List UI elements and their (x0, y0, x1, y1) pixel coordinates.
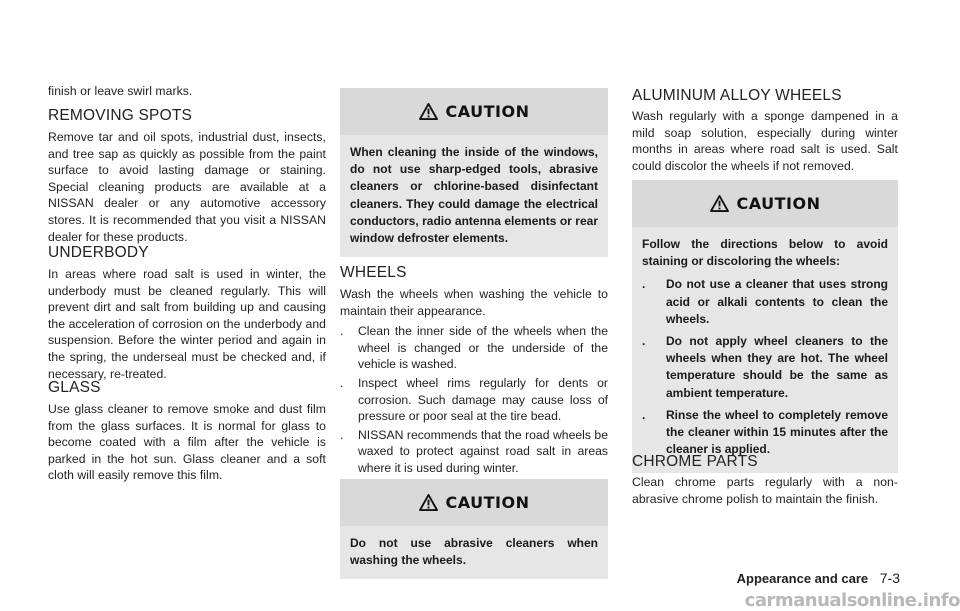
removing-spots-heading: REMOVING SPOTS (48, 107, 193, 124)
warning-triangle-icon (710, 195, 729, 212)
caution-bullet-list (642, 276, 888, 458)
chrome-parts-text: Clean chrome parts regularly with a non-abrasive chrome polish to maintain the finish. (632, 475, 898, 506)
caution-box-abrasive (340, 479, 608, 579)
watermark: carmanualsonline.info (598, 590, 960, 611)
caution-text: Do not use abrasive cleaners when washing the wheels. (340, 526, 608, 579)
wheels-heading: WHEELS (340, 264, 407, 281)
list-item: . Inspect wheel rims regularly for dents or corrosion. Such damage may cause loss of pressure or poor seal at the tire bead. (340, 375, 608, 424)
caution-title: CAUTION (445, 102, 530, 121)
aluminum-wheels-text: Wash regularly with a sponge dampened in a mild soap solution, especially during winter months in areas where road salt is used. Salt could discolor the wheels if not removed. (632, 109, 898, 173)
removing-spots-text: Remove tar and oil spots, industrial dust, insects, and tree sap as quickly as possible from the paint surface to avoid lasting damage or staining. Special cleaning products are available at a NISSAN dealer or any automotive accessory stores. It is recommended that you visit a NISSAN dealer for these products. (48, 130, 326, 244)
intro-tail-text: finish or leave swirl marks. (48, 84, 193, 98)
caution-body (632, 227, 898, 473)
list-item: . Rinse the wheel to completely remove the cleaner within 15 minutes after the cleaner is applied. (642, 407, 888, 457)
footer-section-title: Appearance and care (736, 571, 869, 586)
warning-triangle-icon (419, 103, 438, 120)
caution-intro: Follow the directions below to avoid staining or discoloring the wheels: (642, 237, 888, 269)
glass-heading: GLASS (48, 379, 101, 396)
underbody-text: In areas where road salt is used in winter, the underbody must be cleaned regularly. This will prevent dirt and salt from building up and causing the acceleration of corrosion on the underbody and suspension. Before the winter period and again in the spring, the underseal must be checked and, if necessary, re-treated. (48, 267, 326, 381)
caution-header (340, 479, 608, 526)
glass-text: Use glass cleaner to remove smoke and dust film from the glass surfaces. It is normal for glass to become coated with a film after the vehicle is parked in the hot sun. Glass cleaner and a soft cloth will easily remove this film. (48, 402, 326, 483)
page-number: 7-3 (879, 570, 900, 586)
page-footer (700, 570, 900, 586)
caution-title: CAUTION (445, 493, 530, 512)
list-item: . Do not apply wheel cleaners to the wheels when they are hot. The wheel temperature should be the same as ambient temperature. (642, 334, 888, 400)
list-item: . Clean the inner side of the wheels when the wheel is changed or the underside of the vehicle is washed. (340, 324, 608, 372)
wheels-bullet-list (340, 323, 608, 476)
caution-box-windows (340, 88, 608, 257)
list-item: . Do not use a cleaner that uses strong acid or alkali contents to clean the wheels. (642, 277, 888, 326)
caution-text: When cleaning the inside of the windows, do not use sharp-edged tools, abrasive cleaners or chlorine-based disinfectant cleaners. They could damage the electrical conductors, radio antenna elements or rear window defroster elements. (340, 135, 608, 257)
chrome-parts-heading: CHROME PARTS (632, 453, 758, 470)
wheels-intro: Wash the wheels when washing the vehicle to maintain their appearance. (340, 287, 608, 318)
wheels-section (340, 286, 608, 479)
aluminum-wheels-heading: ALUMINUM ALLOY WHEELS (632, 87, 842, 104)
warning-triangle-icon (419, 494, 438, 511)
caution-box-aluminum (632, 180, 898, 473)
list-item: . NISSAN recommends that the road wheels be waxed to protect against road salt in areas where it is used during winter. (340, 427, 608, 475)
underbody-heading: UNDERBODY (48, 244, 149, 261)
caution-header (632, 180, 898, 227)
caution-title: CAUTION (736, 194, 821, 213)
caution-header (340, 88, 608, 135)
